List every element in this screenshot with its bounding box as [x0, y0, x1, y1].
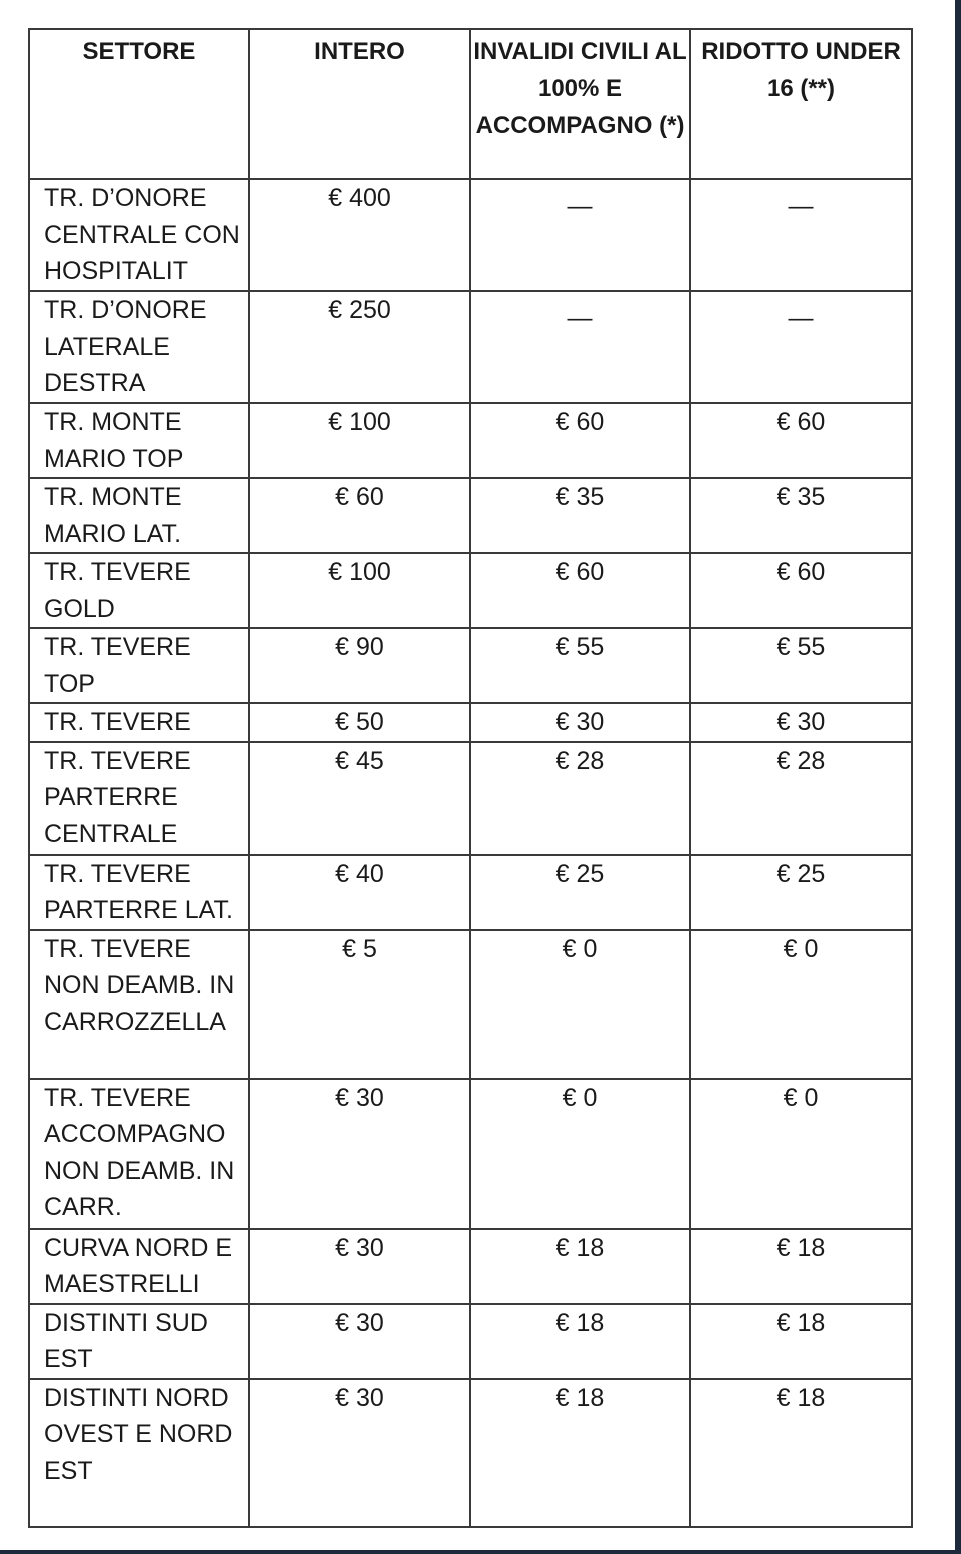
table-row — [29, 403, 912, 478]
cell-ridotto: € 0 — [690, 930, 912, 1079]
cell-invalidi: € 0 — [470, 1079, 690, 1229]
cell-settore: DISTINTI NORD OVEST E NORD EST — [29, 1379, 249, 1527]
cell-intero: € 45 — [249, 742, 470, 855]
cell-intero: € 100 — [249, 553, 470, 628]
cell-ridotto: € 30 — [690, 703, 912, 742]
cell-intero: € 30 — [249, 1379, 470, 1527]
cell-invalidi: € 18 — [470, 1229, 690, 1304]
cell-ridotto: € 25 — [690, 855, 912, 930]
cell-ridotto — [690, 179, 912, 291]
cell-intero: € 40 — [249, 855, 470, 930]
table-row — [29, 628, 912, 703]
cell-intero: € 100 — [249, 403, 470, 478]
header-intero: INTERO — [249, 29, 470, 179]
table-row — [29, 742, 912, 855]
cell-settore: TR. TEVERE ACCOMPAGNO NON DEAMB. IN CARR. — [29, 1079, 249, 1229]
table-row — [29, 930, 912, 1079]
cell-settore: TR. TEVERE — [29, 703, 249, 742]
cell-intero: € 250 — [249, 291, 470, 403]
cell-ridotto: € 0 — [690, 1079, 912, 1229]
table-row — [29, 179, 912, 291]
cell-ridotto: € 18 — [690, 1379, 912, 1527]
cell-settore: TR. TEVERE TOP — [29, 628, 249, 703]
cell-intero: € 400 — [249, 179, 470, 291]
cell-ridotto: € 18 — [690, 1229, 912, 1304]
table-row — [29, 703, 912, 742]
cell-intero: € 30 — [249, 1079, 470, 1229]
cell-settore: TR. MONTE MARIO LAT. — [29, 478, 249, 553]
table-row — [29, 855, 912, 930]
cell-invalidi: € 18 — [470, 1304, 690, 1379]
cell-ridotto — [690, 291, 912, 403]
dash-placeholder: — — [788, 304, 814, 332]
cell-settore: DISTINTI SUD EST — [29, 1304, 249, 1379]
cell-settore: TR. D’ONORE CENTRALE CON HOSPITALIT — [29, 179, 249, 291]
cell-invalidi: € 0 — [470, 930, 690, 1079]
table-row — [29, 478, 912, 553]
window-frame-right — [955, 0, 961, 1554]
cell-settore: TR. TEVERE GOLD — [29, 553, 249, 628]
table-row — [29, 1379, 912, 1527]
cell-ridotto: € 18 — [690, 1304, 912, 1379]
cell-invalidi: € 60 — [470, 553, 690, 628]
table-row — [29, 553, 912, 628]
dash-placeholder: — — [567, 304, 593, 332]
dash-placeholder: — — [788, 192, 814, 220]
cell-ridotto: € 60 — [690, 553, 912, 628]
cell-invalidi: € 30 — [470, 703, 690, 742]
cell-intero: € 90 — [249, 628, 470, 703]
cell-ridotto: € 35 — [690, 478, 912, 553]
table-row — [29, 1304, 912, 1379]
cell-intero: € 60 — [249, 478, 470, 553]
table-row — [29, 1079, 912, 1229]
price-table — [28, 28, 913, 1528]
cell-settore: TR. TEVERE NON DEAMB. IN CARROZZELLA — [29, 930, 249, 1079]
cell-settore: CURVA NORD E MAESTRELLI — [29, 1229, 249, 1304]
cell-invalidi — [470, 291, 690, 403]
cell-invalidi: € 28 — [470, 742, 690, 855]
window-frame-bottom — [0, 1550, 961, 1554]
cell-intero: € 30 — [249, 1229, 470, 1304]
cell-invalidi: € 60 — [470, 403, 690, 478]
cell-settore: TR. TEVERE PARTERRE LAT. — [29, 855, 249, 930]
table-row — [29, 1229, 912, 1304]
cell-ridotto: € 55 — [690, 628, 912, 703]
header-invalidi: INVALIDI CIVILI AL 100% E ACCOMPAGNO (*) — [470, 29, 690, 179]
table-row — [29, 291, 912, 403]
cell-ridotto: € 60 — [690, 403, 912, 478]
cell-settore: TR. D’ONORE LATERALE DESTRA — [29, 291, 249, 403]
cell-invalidi — [470, 179, 690, 291]
cell-settore: TR. MONTE MARIO TOP — [29, 403, 249, 478]
cell-intero: € 30 — [249, 1304, 470, 1379]
header-settore: SETTORE — [29, 29, 249, 179]
cell-intero: € 5 — [249, 930, 470, 1079]
header-ridotto: RIDOTTO UNDER 16 (**) — [690, 29, 912, 179]
cell-invalidi: € 35 — [470, 478, 690, 553]
cell-invalidi: € 18 — [470, 1379, 690, 1527]
cell-invalidi: € 55 — [470, 628, 690, 703]
cell-invalidi: € 25 — [470, 855, 690, 930]
cell-intero: € 50 — [249, 703, 470, 742]
table-header-row — [29, 29, 912, 179]
cell-settore: TR. TEVERE PARTERRE CENTRALE — [29, 742, 249, 855]
dash-placeholder: — — [567, 192, 593, 220]
cell-ridotto: € 28 — [690, 742, 912, 855]
